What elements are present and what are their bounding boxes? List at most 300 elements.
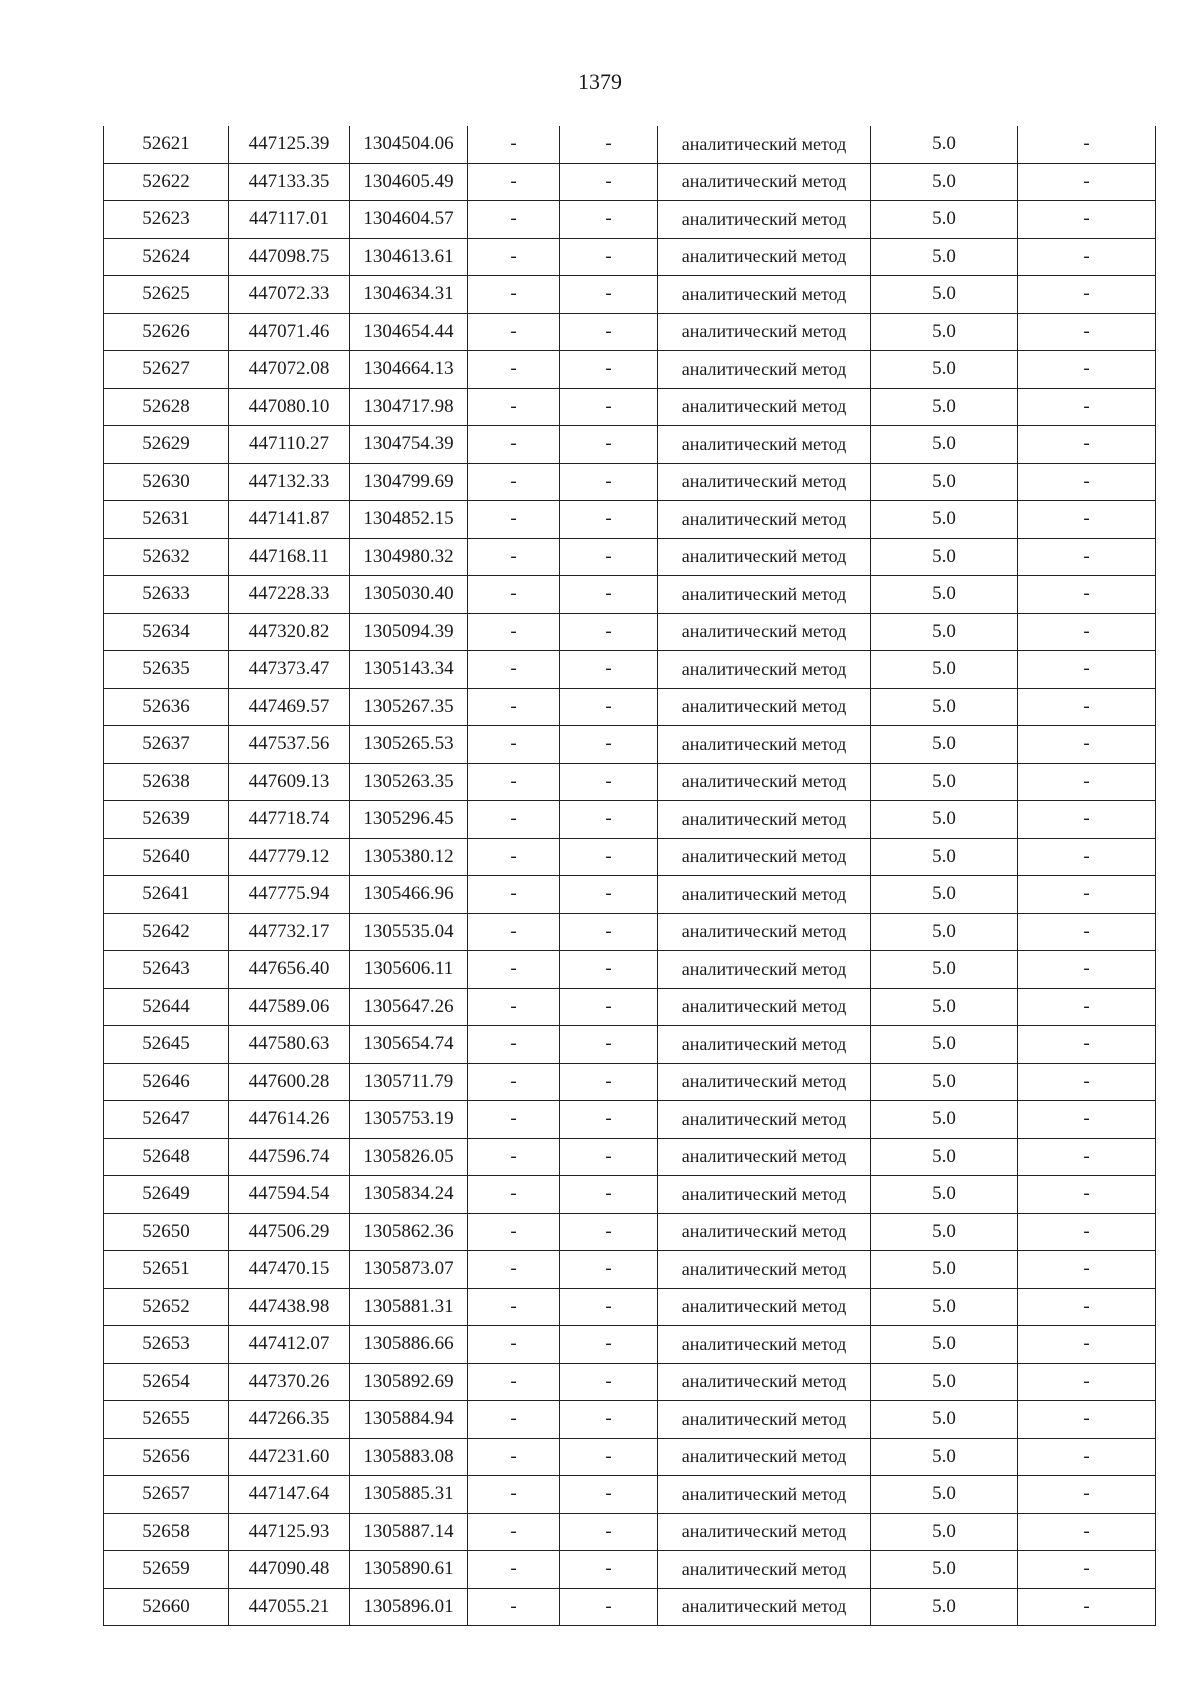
x-coordinate-cell: 447600.28 bbox=[229, 1063, 350, 1101]
column-4-cell: - bbox=[468, 613, 560, 651]
column-8-cell: - bbox=[1018, 313, 1156, 351]
column-5-cell: - bbox=[560, 763, 658, 801]
y-coordinate-cell: 1304604.57 bbox=[350, 201, 468, 239]
y-coordinate-cell: 1305883.08 bbox=[350, 1438, 468, 1476]
column-4-cell: - bbox=[468, 1588, 560, 1626]
column-5-cell: - bbox=[560, 838, 658, 876]
point-number-cell: 52656 bbox=[104, 1438, 229, 1476]
table-row bbox=[104, 201, 1156, 239]
table-row bbox=[104, 388, 1156, 426]
point-number-cell: 52640 bbox=[104, 838, 229, 876]
method-cell: аналитический метод bbox=[658, 613, 871, 651]
column-5-cell: - bbox=[560, 538, 658, 576]
x-coordinate-cell: 447589.06 bbox=[229, 988, 350, 1026]
table-row bbox=[104, 688, 1156, 726]
column-4-cell: - bbox=[468, 1326, 560, 1364]
accuracy-cell: 5.0 bbox=[871, 838, 1018, 876]
column-8-cell: - bbox=[1018, 201, 1156, 239]
x-coordinate-cell: 447373.47 bbox=[229, 651, 350, 689]
table-row bbox=[104, 651, 1156, 689]
column-8-cell: - bbox=[1018, 126, 1156, 163]
column-8-cell: - bbox=[1018, 1138, 1156, 1176]
x-coordinate-cell: 447072.33 bbox=[229, 276, 350, 314]
column-8-cell: - bbox=[1018, 651, 1156, 689]
method-cell: аналитический метод bbox=[658, 876, 871, 914]
y-coordinate-cell: 1305753.19 bbox=[350, 1101, 468, 1139]
column-5-cell: - bbox=[560, 688, 658, 726]
accuracy-cell: 5.0 bbox=[871, 1288, 1018, 1326]
y-coordinate-cell: 1305647.26 bbox=[350, 988, 468, 1026]
accuracy-cell: 5.0 bbox=[871, 1438, 1018, 1476]
method-cell: аналитический метод bbox=[658, 1288, 871, 1326]
column-8-cell: - bbox=[1018, 351, 1156, 389]
column-8-cell: - bbox=[1018, 1101, 1156, 1139]
x-coordinate-cell: 447614.26 bbox=[229, 1101, 350, 1139]
accuracy-cell: 5.0 bbox=[871, 1101, 1018, 1139]
method-cell: аналитический метод bbox=[658, 1026, 871, 1064]
table-row bbox=[104, 126, 1156, 163]
column-4-cell: - bbox=[468, 726, 560, 764]
accuracy-cell: 5.0 bbox=[871, 876, 1018, 914]
y-coordinate-cell: 1304605.49 bbox=[350, 163, 468, 201]
coordinates-table bbox=[103, 126, 1156, 1626]
column-4-cell: - bbox=[468, 1551, 560, 1589]
column-4-cell: - bbox=[468, 1288, 560, 1326]
accuracy-cell: 5.0 bbox=[871, 238, 1018, 276]
accuracy-cell: 5.0 bbox=[871, 576, 1018, 614]
x-coordinate-cell: 447072.08 bbox=[229, 351, 350, 389]
column-5-cell: - bbox=[560, 463, 658, 501]
column-8-cell: - bbox=[1018, 1326, 1156, 1364]
point-number-cell: 52636 bbox=[104, 688, 229, 726]
table-row bbox=[104, 1588, 1156, 1626]
table-row bbox=[104, 276, 1156, 314]
x-coordinate-cell: 447125.93 bbox=[229, 1513, 350, 1551]
table-row bbox=[104, 801, 1156, 839]
point-number-cell: 52658 bbox=[104, 1513, 229, 1551]
point-number-cell: 52638 bbox=[104, 763, 229, 801]
accuracy-cell: 5.0 bbox=[871, 613, 1018, 651]
table-row bbox=[104, 876, 1156, 914]
column-5-cell: - bbox=[560, 801, 658, 839]
method-cell: аналитический метод bbox=[658, 576, 871, 614]
table-row bbox=[104, 576, 1156, 614]
method-cell: аналитический метод bbox=[658, 688, 871, 726]
column-8-cell: - bbox=[1018, 1588, 1156, 1626]
x-coordinate-cell: 447469.57 bbox=[229, 688, 350, 726]
table-row bbox=[104, 838, 1156, 876]
method-cell: аналитический метод bbox=[658, 1138, 871, 1176]
point-number-cell: 52626 bbox=[104, 313, 229, 351]
column-8-cell: - bbox=[1018, 463, 1156, 501]
column-4-cell: - bbox=[468, 1513, 560, 1551]
y-coordinate-cell: 1305881.31 bbox=[350, 1288, 468, 1326]
column-4-cell: - bbox=[468, 538, 560, 576]
accuracy-cell: 5.0 bbox=[871, 351, 1018, 389]
point-number-cell: 52645 bbox=[104, 1026, 229, 1064]
method-cell: аналитический метод bbox=[658, 801, 871, 839]
column-5-cell: - bbox=[560, 313, 658, 351]
column-5-cell: - bbox=[560, 613, 658, 651]
method-cell: аналитический метод bbox=[658, 1438, 871, 1476]
column-5-cell: - bbox=[560, 1513, 658, 1551]
accuracy-cell: 5.0 bbox=[871, 126, 1018, 163]
table-row bbox=[104, 1363, 1156, 1401]
x-coordinate-cell: 447071.46 bbox=[229, 313, 350, 351]
column-8-cell: - bbox=[1018, 988, 1156, 1026]
accuracy-cell: 5.0 bbox=[871, 1476, 1018, 1514]
accuracy-cell: 5.0 bbox=[871, 951, 1018, 989]
accuracy-cell: 5.0 bbox=[871, 388, 1018, 426]
accuracy-cell: 5.0 bbox=[871, 801, 1018, 839]
table-row bbox=[104, 426, 1156, 464]
column-5-cell: - bbox=[560, 388, 658, 426]
column-4-cell: - bbox=[468, 238, 560, 276]
column-8-cell: - bbox=[1018, 576, 1156, 614]
column-4-cell: - bbox=[468, 1438, 560, 1476]
method-cell: аналитический метод bbox=[658, 501, 871, 539]
column-4-cell: - bbox=[468, 201, 560, 239]
point-number-cell: 52624 bbox=[104, 238, 229, 276]
column-5-cell: - bbox=[560, 1101, 658, 1139]
point-number-cell: 52655 bbox=[104, 1401, 229, 1439]
y-coordinate-cell: 1305094.39 bbox=[350, 613, 468, 651]
x-coordinate-cell: 447132.33 bbox=[229, 463, 350, 501]
y-coordinate-cell: 1304613.61 bbox=[350, 238, 468, 276]
accuracy-cell: 5.0 bbox=[871, 688, 1018, 726]
accuracy-cell: 5.0 bbox=[871, 201, 1018, 239]
accuracy-cell: 5.0 bbox=[871, 1363, 1018, 1401]
accuracy-cell: 5.0 bbox=[871, 313, 1018, 351]
point-number-cell: 52646 bbox=[104, 1063, 229, 1101]
column-4-cell: - bbox=[468, 126, 560, 163]
method-cell: аналитический метод bbox=[658, 1401, 871, 1439]
point-number-cell: 52630 bbox=[104, 463, 229, 501]
accuracy-cell: 5.0 bbox=[871, 1176, 1018, 1214]
column-5-cell: - bbox=[560, 1476, 658, 1514]
point-number-cell: 52642 bbox=[104, 913, 229, 951]
column-4-cell: - bbox=[468, 351, 560, 389]
point-number-cell: 52657 bbox=[104, 1476, 229, 1514]
y-coordinate-cell: 1305263.35 bbox=[350, 763, 468, 801]
x-coordinate-cell: 447168.11 bbox=[229, 538, 350, 576]
column-8-cell: - bbox=[1018, 501, 1156, 539]
column-8-cell: - bbox=[1018, 763, 1156, 801]
column-8-cell: - bbox=[1018, 1551, 1156, 1589]
y-coordinate-cell: 1305884.94 bbox=[350, 1401, 468, 1439]
y-coordinate-cell: 1304504.06 bbox=[350, 126, 468, 163]
x-coordinate-cell: 447320.82 bbox=[229, 613, 350, 651]
method-cell: аналитический метод bbox=[658, 1251, 871, 1289]
x-coordinate-cell: 447231.60 bbox=[229, 1438, 350, 1476]
column-4-cell: - bbox=[468, 1363, 560, 1401]
accuracy-cell: 5.0 bbox=[871, 538, 1018, 576]
point-number-cell: 52621 bbox=[104, 126, 229, 163]
column-4-cell: - bbox=[468, 913, 560, 951]
y-coordinate-cell: 1305535.04 bbox=[350, 913, 468, 951]
accuracy-cell: 5.0 bbox=[871, 1326, 1018, 1364]
y-coordinate-cell: 1304980.32 bbox=[350, 538, 468, 576]
column-8-cell: - bbox=[1018, 1438, 1156, 1476]
method-cell: аналитический метод bbox=[658, 988, 871, 1026]
column-8-cell: - bbox=[1018, 1363, 1156, 1401]
table-row bbox=[104, 1026, 1156, 1064]
column-8-cell: - bbox=[1018, 1476, 1156, 1514]
column-8-cell: - bbox=[1018, 688, 1156, 726]
y-coordinate-cell: 1305862.36 bbox=[350, 1213, 468, 1251]
point-number-cell: 52649 bbox=[104, 1176, 229, 1214]
column-8-cell: - bbox=[1018, 426, 1156, 464]
column-5-cell: - bbox=[560, 651, 658, 689]
column-5-cell: - bbox=[560, 163, 658, 201]
table-row bbox=[104, 351, 1156, 389]
column-8-cell: - bbox=[1018, 1513, 1156, 1551]
accuracy-cell: 5.0 bbox=[871, 1251, 1018, 1289]
column-4-cell: - bbox=[468, 1063, 560, 1101]
column-8-cell: - bbox=[1018, 1026, 1156, 1064]
x-coordinate-cell: 447098.75 bbox=[229, 238, 350, 276]
accuracy-cell: 5.0 bbox=[871, 1213, 1018, 1251]
table-row bbox=[104, 951, 1156, 989]
y-coordinate-cell: 1305267.35 bbox=[350, 688, 468, 726]
column-5-cell: - bbox=[560, 1138, 658, 1176]
point-number-cell: 52625 bbox=[104, 276, 229, 314]
table-row bbox=[104, 1288, 1156, 1326]
accuracy-cell: 5.0 bbox=[871, 426, 1018, 464]
method-cell: аналитический метод bbox=[658, 276, 871, 314]
column-4-cell: - bbox=[468, 388, 560, 426]
column-8-cell: - bbox=[1018, 951, 1156, 989]
y-coordinate-cell: 1305466.96 bbox=[350, 876, 468, 914]
column-4-cell: - bbox=[468, 163, 560, 201]
table-row bbox=[104, 726, 1156, 764]
point-number-cell: 52634 bbox=[104, 613, 229, 651]
column-5-cell: - bbox=[560, 1213, 658, 1251]
table-row bbox=[104, 1176, 1156, 1214]
point-number-cell: 52628 bbox=[104, 388, 229, 426]
method-cell: аналитический метод bbox=[658, 1551, 871, 1589]
accuracy-cell: 5.0 bbox=[871, 163, 1018, 201]
method-cell: аналитический метод bbox=[658, 1588, 871, 1626]
accuracy-cell: 5.0 bbox=[871, 1063, 1018, 1101]
point-number-cell: 52623 bbox=[104, 201, 229, 239]
accuracy-cell: 5.0 bbox=[871, 913, 1018, 951]
y-coordinate-cell: 1305826.05 bbox=[350, 1138, 468, 1176]
point-number-cell: 52622 bbox=[104, 163, 229, 201]
column-4-cell: - bbox=[468, 838, 560, 876]
table-row bbox=[104, 763, 1156, 801]
y-coordinate-cell: 1305654.74 bbox=[350, 1026, 468, 1064]
table-row bbox=[104, 1551, 1156, 1589]
column-5-cell: - bbox=[560, 501, 658, 539]
method-cell: аналитический метод bbox=[658, 463, 871, 501]
column-4-cell: - bbox=[468, 1138, 560, 1176]
table-row bbox=[104, 501, 1156, 539]
column-4-cell: - bbox=[468, 1026, 560, 1064]
y-coordinate-cell: 1304664.13 bbox=[350, 351, 468, 389]
column-8-cell: - bbox=[1018, 1251, 1156, 1289]
table-row bbox=[104, 1063, 1156, 1101]
x-coordinate-cell: 447110.27 bbox=[229, 426, 350, 464]
table-row bbox=[104, 238, 1156, 276]
x-coordinate-cell: 447228.33 bbox=[229, 576, 350, 614]
column-8-cell: - bbox=[1018, 801, 1156, 839]
column-8-cell: - bbox=[1018, 1401, 1156, 1439]
column-5-cell: - bbox=[560, 576, 658, 614]
point-number-cell: 52643 bbox=[104, 951, 229, 989]
point-number-cell: 52632 bbox=[104, 538, 229, 576]
method-cell: аналитический метод bbox=[658, 838, 871, 876]
column-8-cell: - bbox=[1018, 1176, 1156, 1214]
point-number-cell: 52650 bbox=[104, 1213, 229, 1251]
x-coordinate-cell: 447779.12 bbox=[229, 838, 350, 876]
x-coordinate-cell: 447090.48 bbox=[229, 1551, 350, 1589]
column-5-cell: - bbox=[560, 988, 658, 1026]
y-coordinate-cell: 1304799.69 bbox=[350, 463, 468, 501]
method-cell: аналитический метод bbox=[658, 1176, 871, 1214]
column-8-cell: - bbox=[1018, 163, 1156, 201]
method-cell: аналитический метод bbox=[658, 951, 871, 989]
x-coordinate-cell: 447055.21 bbox=[229, 1588, 350, 1626]
table-row bbox=[104, 1401, 1156, 1439]
accuracy-cell: 5.0 bbox=[871, 1138, 1018, 1176]
column-4-cell: - bbox=[468, 651, 560, 689]
table-row bbox=[104, 1438, 1156, 1476]
method-cell: аналитический метод bbox=[658, 651, 871, 689]
column-5-cell: - bbox=[560, 1551, 658, 1589]
x-coordinate-cell: 447438.98 bbox=[229, 1288, 350, 1326]
x-coordinate-cell: 447732.17 bbox=[229, 913, 350, 951]
method-cell: аналитический метод bbox=[658, 1476, 871, 1514]
column-5-cell: - bbox=[560, 951, 658, 989]
y-coordinate-cell: 1305885.31 bbox=[350, 1476, 468, 1514]
x-coordinate-cell: 447609.13 bbox=[229, 763, 350, 801]
method-cell: аналитический метод bbox=[658, 1326, 871, 1364]
x-coordinate-cell: 447470.15 bbox=[229, 1251, 350, 1289]
method-cell: аналитический метод bbox=[658, 538, 871, 576]
table-row bbox=[104, 613, 1156, 651]
column-8-cell: - bbox=[1018, 838, 1156, 876]
column-4-cell: - bbox=[468, 876, 560, 914]
accuracy-cell: 5.0 bbox=[871, 726, 1018, 764]
method-cell: аналитический метод bbox=[658, 201, 871, 239]
column-4-cell: - bbox=[468, 1213, 560, 1251]
method-cell: аналитический метод bbox=[658, 1101, 871, 1139]
x-coordinate-cell: 447080.10 bbox=[229, 388, 350, 426]
column-4-cell: - bbox=[468, 1476, 560, 1514]
x-coordinate-cell: 447370.26 bbox=[229, 1363, 350, 1401]
column-5-cell: - bbox=[560, 1326, 658, 1364]
y-coordinate-cell: 1305380.12 bbox=[350, 838, 468, 876]
point-number-cell: 52653 bbox=[104, 1326, 229, 1364]
method-cell: аналитический метод bbox=[658, 126, 871, 163]
method-cell: аналитический метод bbox=[658, 763, 871, 801]
column-4-cell: - bbox=[468, 1101, 560, 1139]
column-4-cell: - bbox=[468, 688, 560, 726]
y-coordinate-cell: 1305873.07 bbox=[350, 1251, 468, 1289]
method-cell: аналитический метод bbox=[658, 238, 871, 276]
method-cell: аналитический метод bbox=[658, 1513, 871, 1551]
y-coordinate-cell: 1305296.45 bbox=[350, 801, 468, 839]
y-coordinate-cell: 1305834.24 bbox=[350, 1176, 468, 1214]
column-8-cell: - bbox=[1018, 276, 1156, 314]
column-5-cell: - bbox=[560, 276, 658, 314]
column-5-cell: - bbox=[560, 126, 658, 163]
column-5-cell: - bbox=[560, 351, 658, 389]
y-coordinate-cell: 1305890.61 bbox=[350, 1551, 468, 1589]
column-4-cell: - bbox=[468, 313, 560, 351]
y-coordinate-cell: 1305886.66 bbox=[350, 1326, 468, 1364]
column-5-cell: - bbox=[560, 1176, 658, 1214]
y-coordinate-cell: 1305711.79 bbox=[350, 1063, 468, 1101]
y-coordinate-cell: 1305896.01 bbox=[350, 1588, 468, 1626]
table-row bbox=[104, 1213, 1156, 1251]
accuracy-cell: 5.0 bbox=[871, 501, 1018, 539]
point-number-cell: 52637 bbox=[104, 726, 229, 764]
column-8-cell: - bbox=[1018, 613, 1156, 651]
x-coordinate-cell: 447147.64 bbox=[229, 1476, 350, 1514]
column-5-cell: - bbox=[560, 726, 658, 764]
table-row bbox=[104, 538, 1156, 576]
y-coordinate-cell: 1305143.34 bbox=[350, 651, 468, 689]
x-coordinate-cell: 447141.87 bbox=[229, 501, 350, 539]
accuracy-cell: 5.0 bbox=[871, 763, 1018, 801]
column-4-cell: - bbox=[468, 463, 560, 501]
column-4-cell: - bbox=[468, 1176, 560, 1214]
accuracy-cell: 5.0 bbox=[871, 1551, 1018, 1589]
y-coordinate-cell: 1305606.11 bbox=[350, 951, 468, 989]
method-cell: аналитический метод bbox=[658, 388, 871, 426]
table-row bbox=[104, 1513, 1156, 1551]
x-coordinate-cell: 447580.63 bbox=[229, 1026, 350, 1064]
page-number: 1379 bbox=[578, 69, 622, 94]
column-5-cell: - bbox=[560, 1026, 658, 1064]
method-cell: аналитический метод bbox=[658, 426, 871, 464]
x-coordinate-cell: 447656.40 bbox=[229, 951, 350, 989]
column-8-cell: - bbox=[1018, 726, 1156, 764]
point-number-cell: 52629 bbox=[104, 426, 229, 464]
method-cell: аналитический метод bbox=[658, 913, 871, 951]
y-coordinate-cell: 1304634.31 bbox=[350, 276, 468, 314]
point-number-cell: 52627 bbox=[104, 351, 229, 389]
method-cell: аналитический метод bbox=[658, 726, 871, 764]
y-coordinate-cell: 1304717.98 bbox=[350, 388, 468, 426]
x-coordinate-cell: 447718.74 bbox=[229, 801, 350, 839]
column-8-cell: - bbox=[1018, 388, 1156, 426]
column-4-cell: - bbox=[468, 1401, 560, 1439]
method-cell: аналитический метод bbox=[658, 163, 871, 201]
column-4-cell: - bbox=[468, 426, 560, 464]
column-4-cell: - bbox=[468, 276, 560, 314]
x-coordinate-cell: 447125.39 bbox=[229, 126, 350, 163]
point-number-cell: 52659 bbox=[104, 1551, 229, 1589]
table-row bbox=[104, 1326, 1156, 1364]
method-cell: аналитический метод bbox=[658, 1213, 871, 1251]
table-row bbox=[104, 1101, 1156, 1139]
y-coordinate-cell: 1305265.53 bbox=[350, 726, 468, 764]
column-8-cell: - bbox=[1018, 238, 1156, 276]
x-coordinate-cell: 447537.56 bbox=[229, 726, 350, 764]
method-cell: аналитический метод bbox=[658, 351, 871, 389]
y-coordinate-cell: 1305892.69 bbox=[350, 1363, 468, 1401]
x-coordinate-cell: 447596.74 bbox=[229, 1138, 350, 1176]
accuracy-cell: 5.0 bbox=[871, 1513, 1018, 1551]
y-coordinate-cell: 1305887.14 bbox=[350, 1513, 468, 1551]
y-coordinate-cell: 1304654.44 bbox=[350, 313, 468, 351]
column-8-cell: - bbox=[1018, 538, 1156, 576]
y-coordinate-cell: 1305030.40 bbox=[350, 576, 468, 614]
y-coordinate-cell: 1304754.39 bbox=[350, 426, 468, 464]
